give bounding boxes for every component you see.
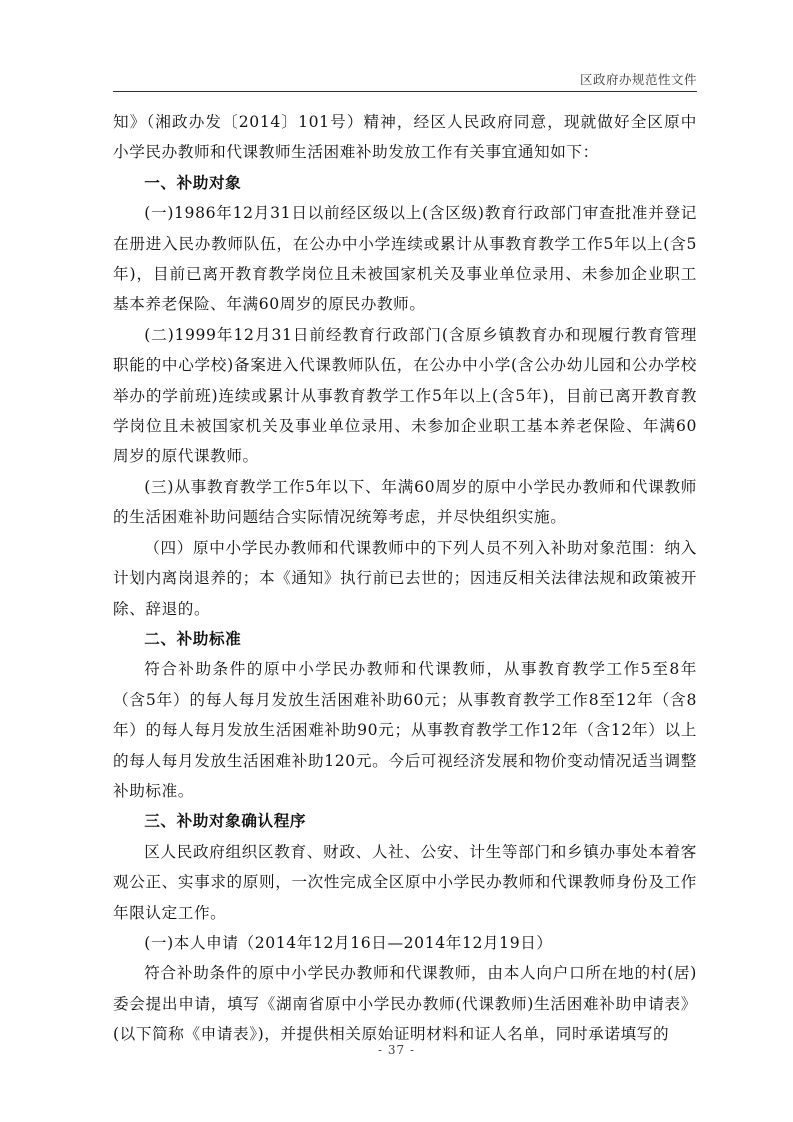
page-number: - 37 - xyxy=(377,1043,415,1057)
paragraph-application-title: (一)本人申请（2014年12月16日—2014年12月19日） xyxy=(144,933,553,952)
paragraph-procedure: 区人民政府组织区教育、财政、人社、公安、计生等部门和乡镇办事处本着客观公正、实事求的原则，一次性完成全区原中小学民办教师和代课教师身份及工作年限认定工作。 xyxy=(113,842,697,922)
paragraph-recipients-4: （四）原中小学民办教师和代课教师中的下列人员不列入补助对象范围：纳入计划内离岗退养的；本《通知》执行前已去世的；因违反相关法律法规和政策被开除、辞退的。 xyxy=(113,538,697,618)
paragraph-recipients-2: (二)1999年12月31日前经教育行政部门(含原乡镇教育办和现履行教育管理职能的中心学校)备案进入代课教师队伍，在公办中小学(含公办幼儿园和公办学校举办的学前班)连续或累计从事教育教学工作5年以上(含5年)，目前已离开教育教学岗位且未被国家机关及事业单位录用、未参加企业职工基本养老保险、年满60周岁的原代课教师。 xyxy=(113,325,697,466)
section-heading-standard: 二、补助标准 xyxy=(144,628,242,648)
document-body xyxy=(113,107,697,1050)
paragraph-recipients-3: (三)从事教育教学工作5年以下、年满60周岁的原中小学民办教师和代课教师的生活困难补助问题结合实际情况统筹考虑，并尽快组织实施。 xyxy=(113,477,697,527)
paragraph-recipients-1: (一)1986年12月31日以前经区级以上(含区级)教育行政部门审查批准并登记在册进入民办教师队伍，在公办中小学连续或累计从事教育教学工作5年以上(含5年)，目前已离开教育教学岗位且未被国家机关及事业单位录用、未参加企业职工基本养老保险、年满60周岁的原民办教师。 xyxy=(113,204,697,314)
paragraph-standard: 符合补助条件的原中小学民办教师和代课教师，从事教育教学工作5至8年（含5年）的每人每月发放生活困难补助60元；从事教育教学工作8至12年（含8年）的每人每月发放生活困难补助90元；从事教育教学工作12年（含12年）以上的每人每月发放生活困难补助120元。今后可视经济发展和物价变动情况适当调整补助标准。 xyxy=(113,660,697,800)
paragraph-application: 符合补助条件的原中小学民办教师和代课教师，由本人向户口所在地的村(居)委会提出申请，填写《湖南省原中小学民办教师(代课教师)生活困难补助申请表》(以下简称《申请表》)，并提供相关原始证明材料和证人名单，同时承诺填写的 xyxy=(113,964,697,1044)
section-heading-recipients: 一、补助对象 xyxy=(144,172,242,192)
header-rule xyxy=(113,91,697,92)
section-heading-procedure: 三、补助对象确认程序 xyxy=(144,811,307,831)
header-label: 区政府办规范性文件 xyxy=(579,72,697,87)
paragraph-intro: 知》（湘政办发〔2014〕101号）精神，经区人民政府同意，现就做好全区原中小学民办教师和代课教师生活困难补助发放工作有关事宜通知如下： xyxy=(113,113,697,162)
